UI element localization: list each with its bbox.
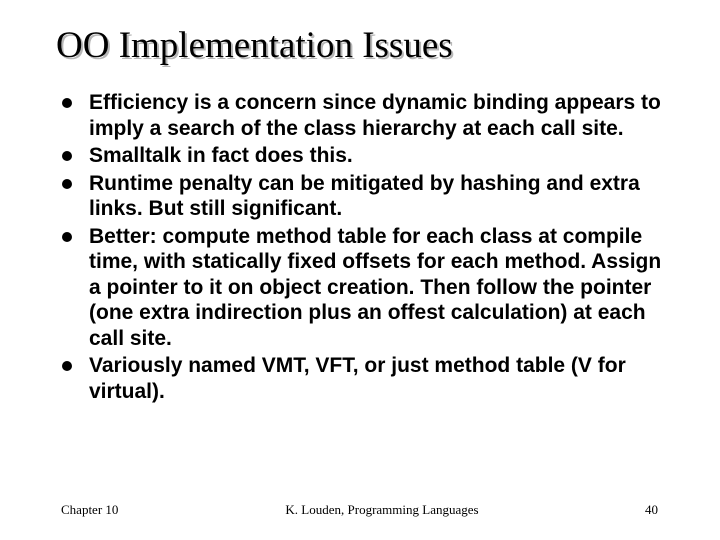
bullet-dot-icon	[62, 361, 72, 371]
bullet-text: Variously named VMT, VFT, or just method table (V for virtual).	[89, 354, 626, 403]
bullet-item	[62, 90, 672, 141]
bullet-list	[62, 90, 672, 406]
bullet-text: Smalltalk in fact does this.	[89, 144, 353, 167]
bullet-item	[62, 171, 672, 222]
bullet-dot-icon	[62, 232, 72, 242]
slide-title: OO Implementation Issues	[56, 25, 453, 66]
footer-author-book: K. Louden, Programming Languages	[285, 502, 479, 517]
bullet-dot-icon	[62, 98, 72, 108]
bullet-item	[62, 143, 672, 169]
bullet-text: Runtime penalty can be mitigated by hashing and extra links. But still significant.	[89, 171, 640, 220]
footer-chapter: Chapter 10	[61, 502, 119, 517]
bullet-text: Efficiency is a concern since dynamic binding appears to imply a search of the class hierarchy at each call site.	[89, 91, 661, 140]
bullet-item	[62, 353, 672, 404]
bullet-dot-icon	[62, 151, 72, 161]
bullet-item	[62, 224, 672, 352]
bullet-text: Better: compute method table for each class at compile time, with statically fixed offsets for each method. Assign a pointer to it on object creation. Then follow the pointer (one extra indirection plus an offest calculation) at each call site.	[89, 224, 662, 350]
bullet-dot-icon	[62, 179, 72, 189]
footer-page-number: 40	[645, 502, 658, 517]
